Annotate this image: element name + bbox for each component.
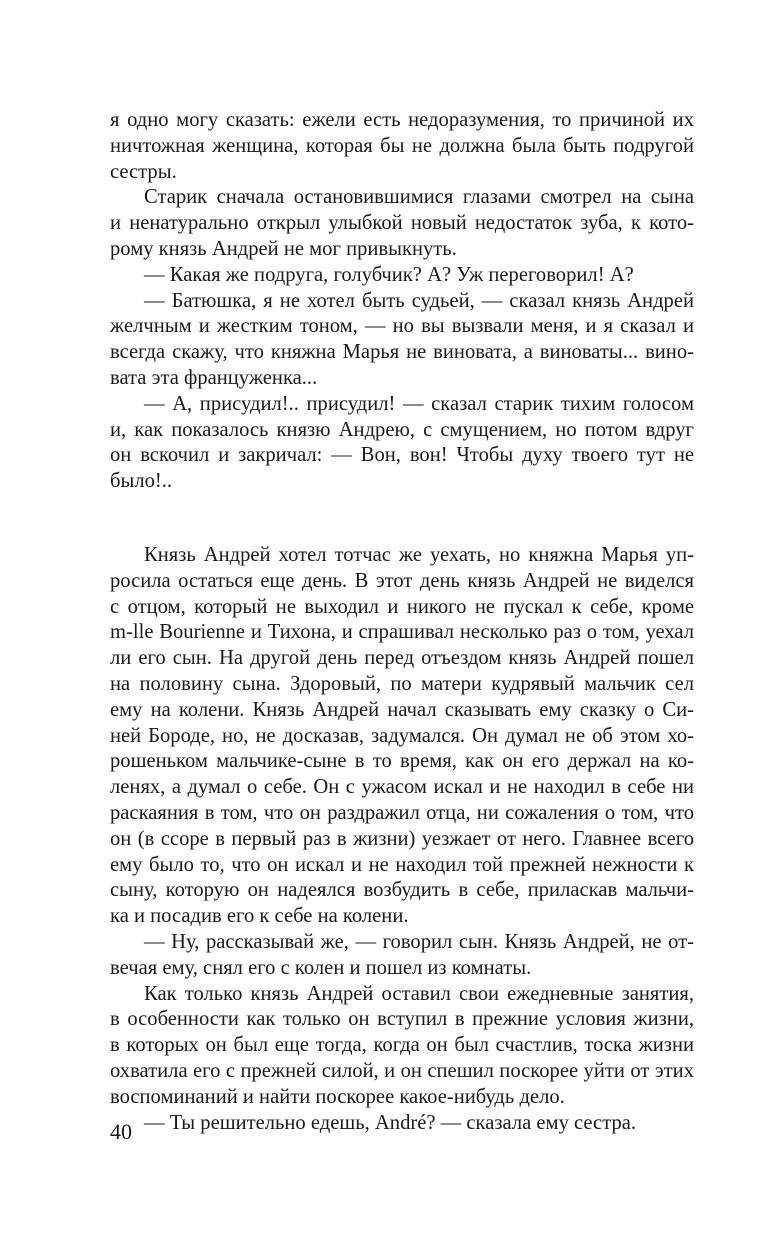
text-line: в которых он был еще тогда, когда он был счастлив, тоска жизни	[110, 1034, 694, 1057]
text-line: — Ну, рассказывай же, — говорил сын. Князь Андрей, не от-	[144, 930, 694, 953]
text-line: Как только князь Андрей оставил свои ежедневные занятия,	[144, 982, 694, 1005]
text-line: желчным и жестким тоном, — но вы вызвали меня, и я сказал и	[110, 315, 694, 338]
text-line: вечая ему, снял его с колен и пошел из комнаты.	[110, 956, 532, 979]
text-line: росила остаться еще день. В этот день князь Андрей не виделся	[110, 569, 694, 592]
text-section-2	[110, 543, 694, 1136]
text-line: m-lle Bourienne и Тихона, и спрашивал несколько раз о том, уехал	[110, 621, 694, 644]
text-line: ка и посадив его к себе на колени.	[110, 905, 409, 928]
text-line: — А, присудил!.. присудил! — сказал старик тихим голосом	[144, 392, 694, 415]
text-line: вата эта француженка...	[110, 366, 318, 389]
text-line: он вскочил и закричал: — Вон, вон! Чтобы духу твоего тут не	[110, 444, 694, 467]
text-line: ему на колени. Князь Андрей начал сказывать ему сказку о Си-	[110, 698, 694, 721]
text-line: ему было то, что он искал и не находил той прежней нежности к	[110, 853, 694, 876]
page-number: 40	[110, 1119, 132, 1144]
text-line: Старик сначала остановившимися глазами смотрел на сына	[144, 186, 694, 209]
text-line: ли его сын. На другой день перед отъездом князь Андрей пошел	[110, 647, 694, 670]
text-line: на половину сына. Здоровый, по матери кудрявый мальчик сел	[110, 672, 694, 695]
text-line: было!..	[110, 470, 173, 493]
text-line: Князь Андрей хотел тотчас же уехать, но княжна Марья уп-	[144, 544, 694, 566]
text-line: в особенности как только он вступил в прежние условия жизни,	[110, 1008, 694, 1031]
text-line: сестры.	[110, 160, 177, 183]
text-line: с отцом, который не выходил и никого не пускал к себе, кроме	[110, 595, 694, 618]
text-line: рому князь Андрей не мог привыкнуть.	[110, 237, 457, 260]
text-line: и ненатурально открыл улыбкой новый недостаток зуба, к кото-	[110, 212, 694, 235]
text-line: сыну, которую он надеялся возбудить в себе, приласкав мальчи-	[110, 879, 694, 902]
text-line: охватила его с прежней силой, и он спешил поскорее уйти от этих	[110, 1059, 694, 1082]
text-line: я одно могу сказать: ежели есть недоразумения, то причиной их	[110, 109, 694, 131]
text-line: он (в ссоре в первый раз в жизни) уезжает от него. Главнее всего	[110, 827, 694, 850]
text-line: ней Бороде, но, не досказав, задумался. Он думал не об этом хо-	[110, 724, 694, 747]
text-section-1	[110, 108, 694, 495]
text-line: воспоминаний и найти поскорее какое-нибудь дело.	[110, 1085, 565, 1108]
text-line: раскаяния в том, что он раздражил отца, ни сожаления о том, что	[110, 801, 694, 824]
text-line: рошеньком мальчике-сыне в то время, как он его держал на ко-	[110, 750, 694, 773]
text-line: — Батюшка, я не хотел быть судьей, — сказал князь Андрей	[144, 289, 694, 312]
text-line: ленях, а думал о себе. Он с ужасом искал и не находил в себе ни	[110, 776, 694, 799]
text-line: и, как показалось князю Андрею, с смущением, но потом вдруг	[110, 418, 694, 441]
text-line: ничтожная женщина, которая бы не должна была быть подругой	[110, 134, 694, 157]
text-line: — Ты решительно едешь, André? — сказала ему сестра.	[144, 1111, 637, 1134]
text-line: — Какая же подруга, голубчик? А? Уж переговорил! А?	[144, 263, 634, 286]
text-line: всегда скажу, что княжна Марья не виновата, а виноваты... вино-	[110, 341, 694, 364]
